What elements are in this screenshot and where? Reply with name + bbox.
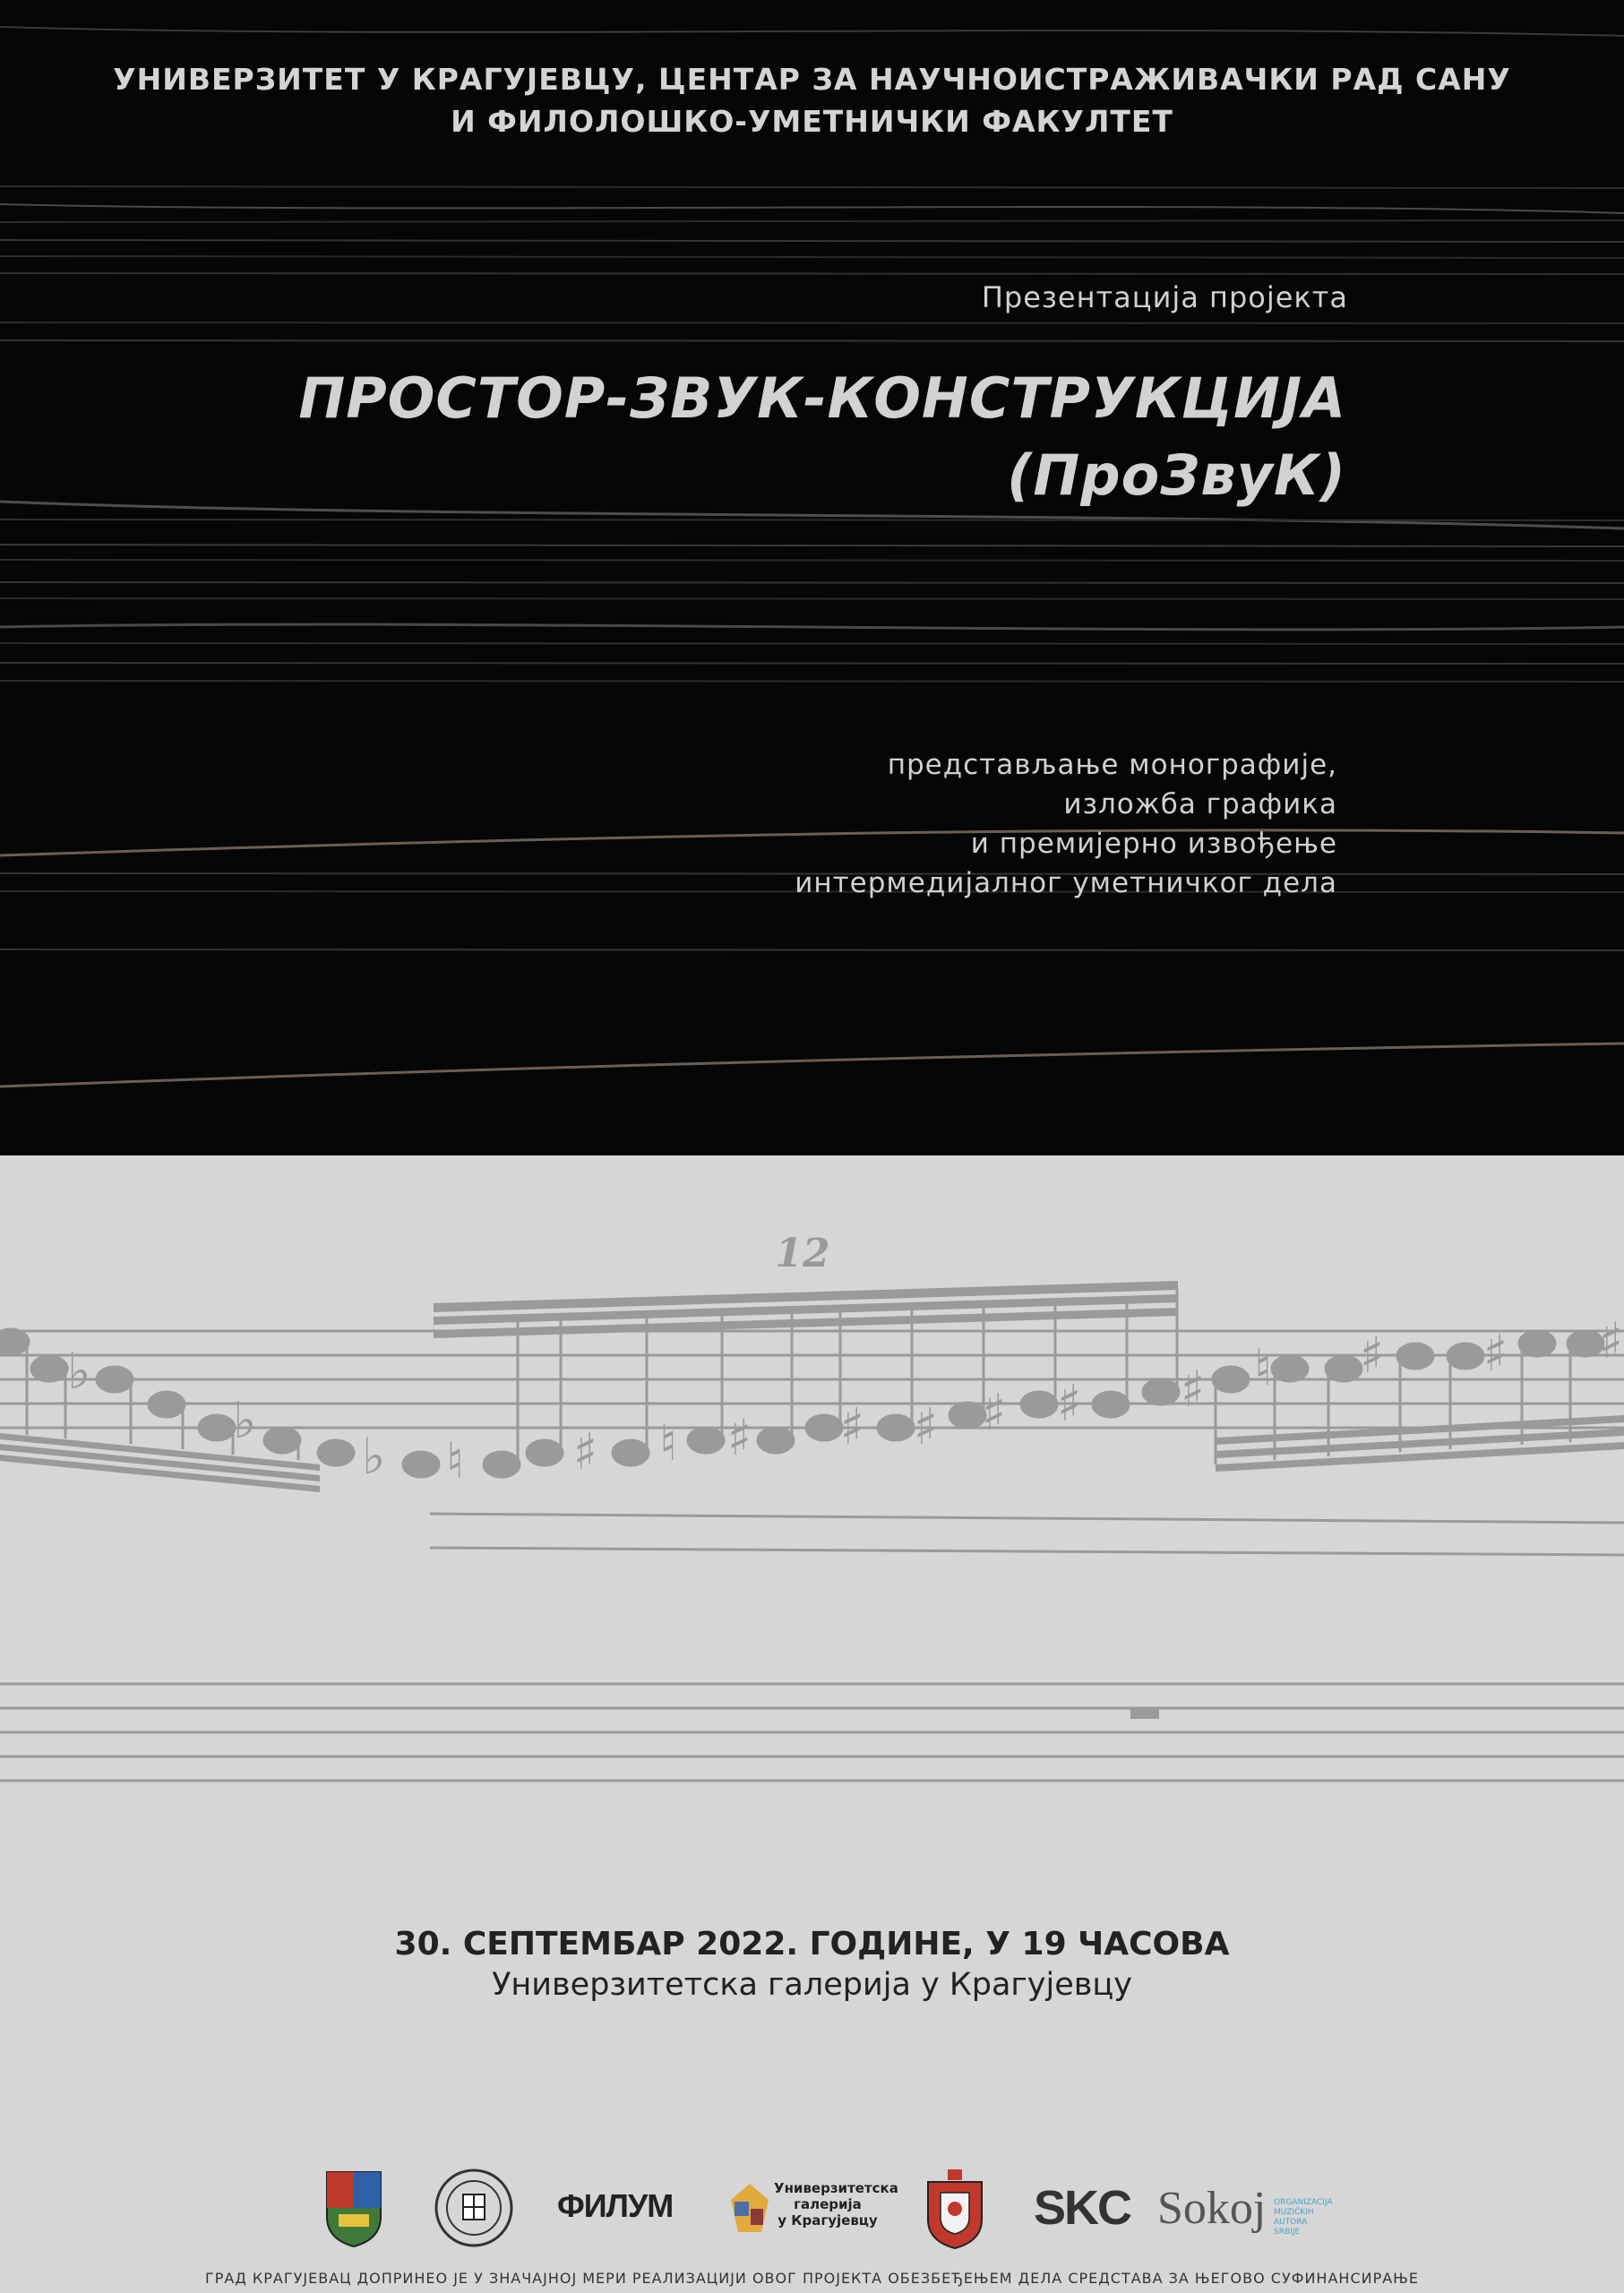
presentation-label: Презентација пројекта — [981, 280, 1348, 314]
skc-logo: SKC — [1034, 2181, 1131, 2235]
gallery-name-line-3: у Крагујевцу — [778, 2212, 878, 2229]
description-line-2: изложба графика — [1063, 788, 1337, 820]
svg-text:♯: ♯ — [1483, 1325, 1508, 1383]
event-date-time: 30. СЕПТЕМБАР 2022. ГОДИНЕ, У 19 ЧАСОВА — [394, 1926, 1230, 1962]
filum-logo: ФИЛУМ — [557, 2187, 674, 2224]
svg-text:♭: ♭ — [67, 1343, 91, 1401]
university-gallery-logo — [729, 2177, 898, 2248]
event-venue: Универзитетска галерија у Крагујевцу — [492, 1967, 1132, 2003]
gallery-name-line-1: Универзитетска — [774, 2180, 898, 2196]
organizers-line-2: И ФИЛОЛОШКО-УМЕТНИЧКИ ФАКУЛТЕТ — [451, 104, 1173, 139]
sponsor-logos — [0, 2168, 1624, 2257]
sokoj-sub-line-3: SRBIJE — [1274, 2228, 1301, 2237]
svg-text:♭: ♭ — [233, 1392, 257, 1450]
city-kragujevac-coat-of-arms-icon — [322, 2168, 385, 2248]
gallery-emblem-icon — [729, 2182, 770, 2236]
svg-text:♭: ♭ — [362, 1428, 386, 1486]
description-line-1: представљање монографије, — [887, 749, 1337, 781]
svg-text:♮: ♮ — [1254, 1339, 1273, 1397]
sokoj-sub-line-2: MUZIČKIH AUTORA — [1274, 2208, 1314, 2227]
svg-text:♯: ♯ — [840, 1398, 865, 1456]
measure-number: 12 — [775, 1231, 830, 1276]
project-title: ПРОСТОР-ЗВУК-КОНСТРУКЦИЈА — [298, 365, 1346, 431]
svg-text:♮: ♮ — [446, 1432, 465, 1490]
sokoj-sub-line-1: ORGANIZACIJA — [1274, 2198, 1333, 2207]
svg-text:♯: ♯ — [982, 1384, 1007, 1442]
svg-text:♯: ♯ — [1599, 1312, 1624, 1370]
project-acronym: (ПроЗвуК) — [1007, 442, 1346, 508]
description-line-4: интермедијалног уметничког дела — [795, 867, 1337, 899]
sokoj-logo — [1157, 2178, 1336, 2250]
description-line-3: и премијерно извођење — [970, 828, 1337, 860]
svg-text:♯: ♯ — [1057, 1375, 1082, 1433]
musical-score — [0, 1155, 1624, 1782]
svg-text:♯: ♯ — [1181, 1361, 1206, 1419]
bottom-section — [0, 1155, 1624, 2293]
gallery-name-line-2: галерија — [794, 2196, 862, 2212]
serbian-eagle-emblem-icon — [434, 2168, 514, 2248]
svg-text:♯: ♯ — [914, 1398, 939, 1456]
svg-text:♮: ♮ — [659, 1414, 678, 1473]
svg-text:♯: ♯ — [573, 1423, 598, 1481]
organizers-line-1: УНИВЕРЗИТЕТ У КРАГУЈЕВЦУ, ЦЕНТАР ЗА НАУЧНОИСТРАЖИВАЧКИ РАД САНУ — [113, 62, 1511, 97]
serbia-coat-of-arms-icon — [923, 2168, 987, 2250]
funding-note: ГРАД КРАГУЈЕВАЦ ДОПРИНЕО ЈЕ У ЗНАЧАЈНОЈ МЕРИ РЕАЛИЗАЦИЈИ ОВОГ ПРОЈЕКТА ОБЕЗБЕЂЕЊЕМ ДЕЛА СРЕДСТАВА ЗА ЊЕГОВО СУФИНАНСИРАЊЕ — [204, 2270, 1419, 2287]
svg-text:♯: ♯ — [1360, 1327, 1385, 1385]
sokoj-wordmark: Sokoj — [1157, 2183, 1267, 2234]
svg-text:♯: ♯ — [727, 1409, 752, 1467]
